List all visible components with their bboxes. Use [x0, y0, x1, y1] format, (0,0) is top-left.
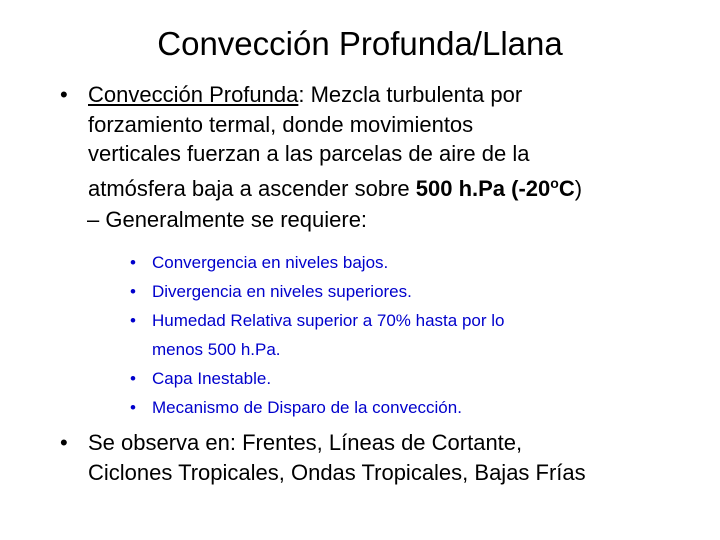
slide-title: Convección Profunda/Llana [157, 25, 563, 62]
list-item-text-line2: menos 500 h.Pa. [152, 340, 281, 359]
list-item [130, 277, 650, 306]
bullet-marker: • [60, 430, 68, 455]
bullet-deep-convection [60, 80, 680, 203]
list-item [130, 248, 650, 277]
list-item-text: Humedad Relativa superior a 70% hasta por lo [152, 311, 505, 330]
bullet-line2: forzamiento termal, donde movimientos [88, 111, 474, 137]
bullet-line1-rest: Mezcla turbulenta por [310, 82, 523, 107]
bullet-text [88, 428, 680, 487]
degree-symbol: o [550, 174, 559, 191]
bullet-marker: • [60, 82, 68, 107]
pressure-level-bold: 500 h.Pa (-20 [415, 175, 551, 201]
bullet-line4-pre: atmósfera baja a ascender sobre [88, 175, 416, 201]
observed-line1: Se observa en: Frentes, Líneas de Cortante, [88, 430, 523, 455]
term-colon: : [298, 82, 311, 107]
sub-bullet-marker: • [130, 253, 136, 272]
list-item [130, 364, 650, 393]
list-item-text: Capa Inestable. [152, 369, 272, 388]
celsius-unit: C [558, 175, 575, 201]
sub-bullet-marker: • [130, 369, 136, 388]
list-item-text: Convergencia en niveles bajos. [152, 253, 389, 272]
bullet-text [88, 80, 680, 203]
bullet-observed-in [60, 428, 680, 487]
deep-convection-term: Convección Profunda [88, 82, 299, 107]
list-item [130, 393, 650, 422]
sub-bullet-marker: • [130, 311, 136, 330]
list-item-text: Divergencia en niveles superiores. [152, 282, 412, 301]
observed-line2: Ciclones Tropicales, Ondas Tropicales, Bajas Frías [88, 459, 586, 485]
bullet-line3: verticales fuerzan a las parcelas de aire de la [88, 141, 530, 166]
list-item-text: Mecanismo de Disparo de la convección. [152, 398, 462, 417]
bullet-line4-post: ) [574, 175, 583, 201]
dash-item-requirements: – Generalmente se requiere: [87, 207, 368, 232]
list-item [130, 306, 650, 364]
requirements-list [130, 248, 650, 422]
sub-bullet-marker: • [130, 282, 136, 301]
sub-bullet-marker: • [130, 398, 136, 417]
